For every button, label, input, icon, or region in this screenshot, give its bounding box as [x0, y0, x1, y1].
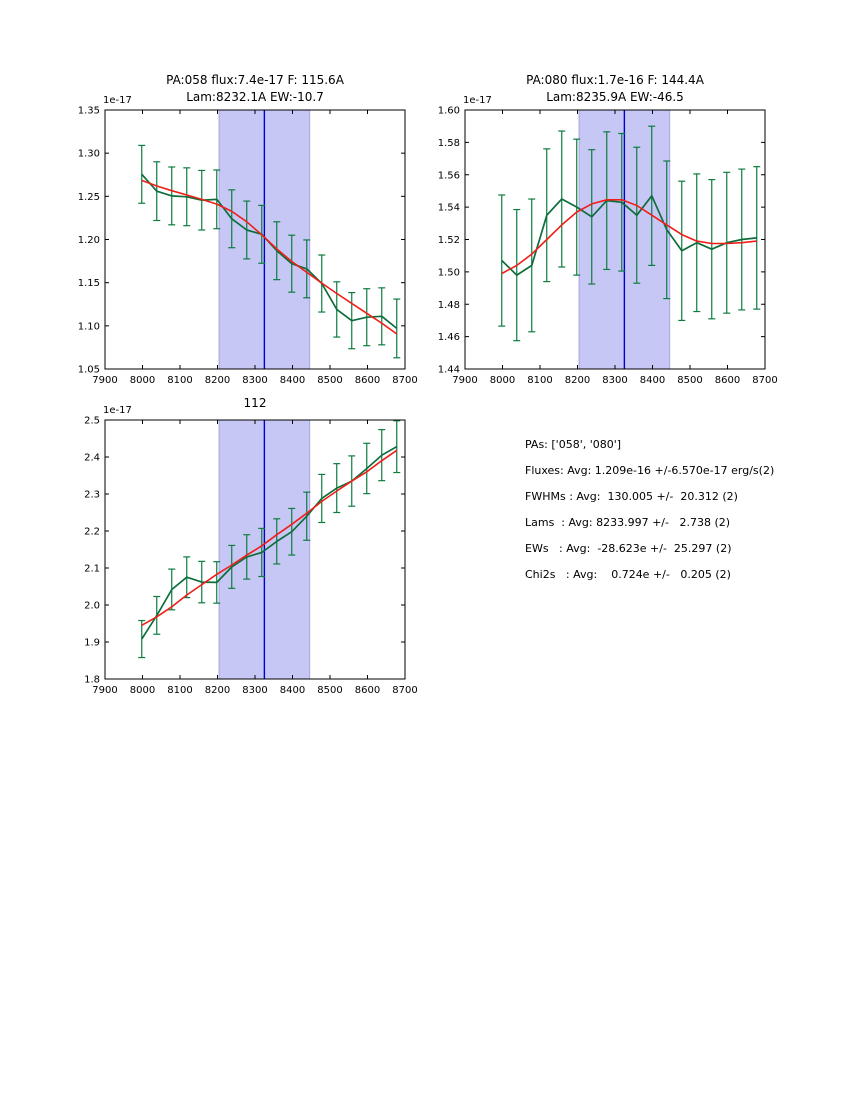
x-tick-label: 8000 [129, 685, 156, 696]
x-tick-label: 8500 [317, 375, 343, 386]
x-tick-label: 8200 [564, 375, 591, 386]
y-tick-label: 1.56 [437, 170, 460, 182]
plot1-y-offset-label: 1e-17 [103, 95, 132, 106]
plot2-title-line1: PA:080 flux:1.7e-16 F: 144.4A [526, 73, 704, 87]
y-tick-label: 1.25 [77, 191, 100, 203]
y-tick-label: 1.20 [77, 235, 100, 246]
y-tick-label: 1.10 [77, 321, 100, 333]
y-tick-label: 1.52 [437, 235, 460, 246]
stats-line-ews: EWs : Avg: -28.623e +/- 25.297 (2) [525, 542, 732, 555]
x-tick-label: 8600 [354, 685, 381, 696]
y-tick-label: 1.15 [77, 278, 100, 290]
x-tick-label: 8100 [167, 685, 193, 696]
plot3-y-offset-label: 1e-17 [103, 405, 132, 416]
y-tick-label: 1.05 [77, 364, 100, 376]
y-tick-label: 1.35 [77, 105, 100, 117]
plot1-title-line1: PA:058 flux:7.4e-17 F: 115.6A [166, 73, 344, 87]
y-tick-label: 1.46 [437, 332, 460, 344]
x-tick-label: 8200 [204, 685, 231, 696]
y-tick-label: 2.0 [84, 600, 100, 612]
y-tick-label: 2.1 [84, 563, 100, 575]
x-tick-label: 8200 [204, 375, 231, 386]
x-tick-label: 8100 [167, 375, 193, 386]
y-tick-label: 1.50 [437, 267, 460, 279]
x-tick-label: 8700 [752, 375, 778, 386]
y-tick-label: 1.54 [437, 202, 460, 214]
y-tick-label: 1.9 [84, 637, 100, 649]
x-tick-label: 8000 [489, 375, 516, 386]
x-tick-label: 8400 [279, 685, 306, 696]
stats-line-chi2s: Chi2s : Avg: 0.724e +/- 0.205 (2) [525, 568, 731, 581]
y-tick-label: 1.44 [437, 364, 460, 376]
stats-line-fwhms: FWHMs : Avg: 130.005 +/- 20.312 (2) [525, 490, 738, 503]
spectrum-plot-pa080 [425, 98, 783, 394]
x-tick-label: 8300 [602, 375, 628, 386]
stats-line-pas: PAs: ['058', '080'] [525, 438, 622, 451]
x-tick-label: 8700 [392, 375, 418, 386]
x-tick-label: 8600 [714, 375, 741, 386]
x-tick-label: 8400 [639, 375, 666, 386]
y-tick-label: 2.4 [84, 452, 100, 464]
stats-line-lams: Lams : Avg: 8233.997 +/- 2.738 (2) [525, 516, 731, 529]
x-tick-label: 8000 [129, 375, 156, 386]
x-tick-label: 8100 [527, 375, 553, 386]
x-tick-label: 7900 [92, 375, 118, 386]
x-tick-label: 8300 [242, 375, 268, 386]
plot2-y-offset-label: 1e-17 [463, 95, 492, 106]
y-tick-label: 1.60 [437, 105, 460, 117]
y-tick-label: 1.58 [437, 137, 460, 149]
plot3-title-line1: 112 [243, 396, 267, 410]
x-tick-label: 8700 [392, 685, 418, 696]
plot1-title-line2: Lam:8232.1A EW:-10.7 [186, 90, 324, 104]
y-tick-label: 1.8 [84, 674, 100, 686]
x-tick-label: 8500 [317, 685, 343, 696]
stats-line-fluxes: Fluxes: Avg: 1.209e-16 +/-6.570e-17 erg/s(2) [525, 464, 775, 477]
y-tick-label: 1.48 [437, 299, 460, 311]
x-tick-label: 8600 [354, 375, 381, 386]
y-tick-label: 2.3 [84, 489, 100, 501]
spectrum-plot-combined [65, 408, 423, 704]
plot2-title-line2: Lam:8235.9A EW:-46.5 [546, 90, 684, 104]
y-tick-label: 2.5 [84, 415, 100, 427]
x-tick-label: 8500 [677, 375, 703, 386]
y-tick-label: 1.30 [77, 148, 100, 160]
x-tick-label: 7900 [92, 685, 118, 696]
y-tick-label: 2.2 [84, 526, 100, 538]
x-tick-label: 8400 [279, 375, 306, 386]
x-tick-label: 7900 [452, 375, 478, 386]
x-tick-label: 8300 [242, 685, 268, 696]
spectrum-plot-pa058 [65, 98, 423, 394]
stats-panel [525, 432, 774, 588]
